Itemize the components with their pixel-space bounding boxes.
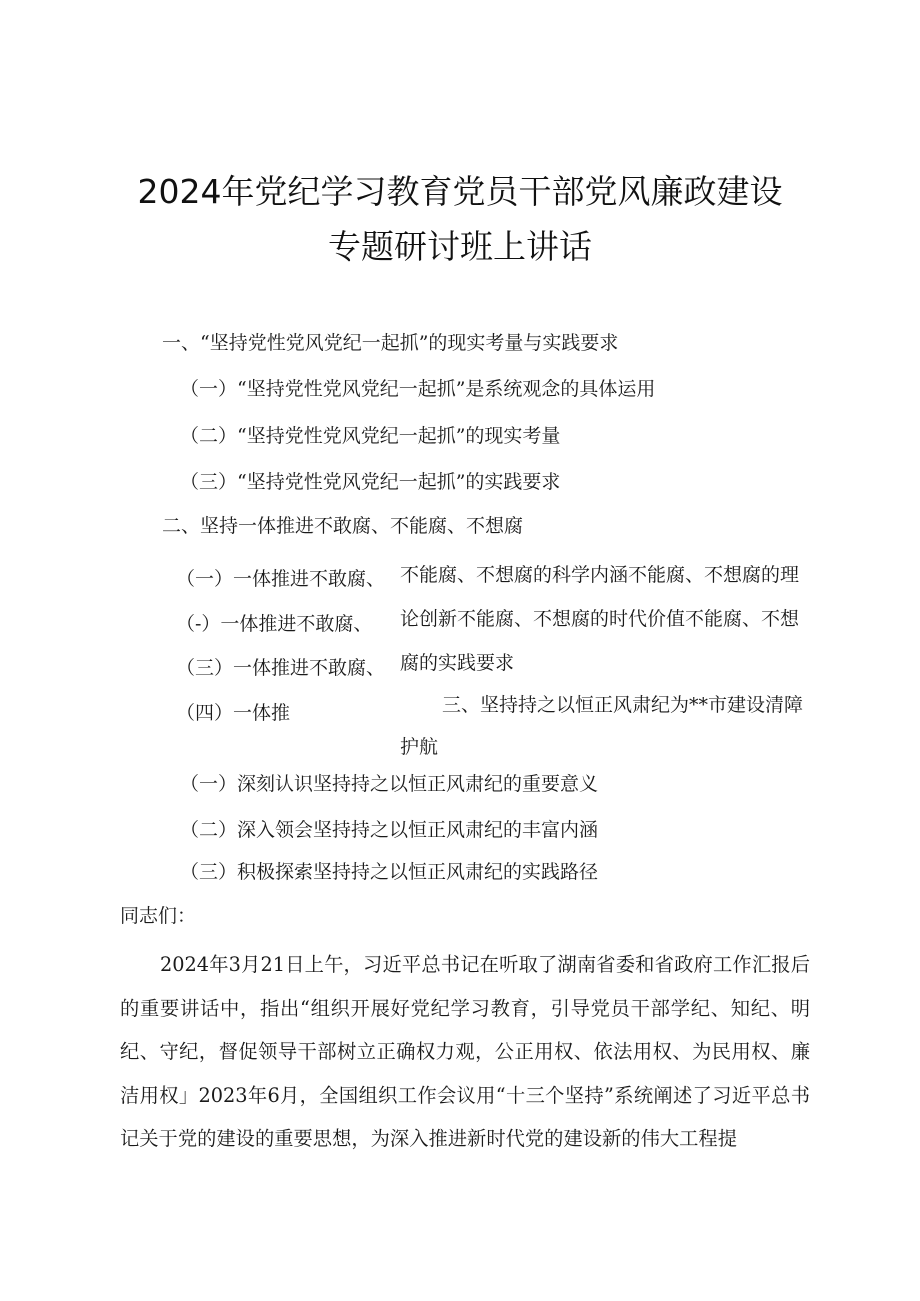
- speech-greeting: 同志们：: [120, 905, 197, 927]
- toc-section-1-heading: 一、“坚持党性党风党纪一起抓”的现实考量与实践要求: [162, 332, 619, 354]
- toc-section-1-item-2: （二）“坚持党性党风党纪一起抓”的现实考量: [180, 425, 561, 447]
- toc-section-2-left-column: （一）一体推进不敢腐、（-）一体推进不敢腐、（三）一体推进不敢腐、（四）一体推: [176, 568, 386, 724]
- speech-body-paragraph: 2024年3月21日上午，习近平总书记在听取了湖南省委和省政府工作汇报后的重要讲话中，指出“组织开展好党纪学习教育，引导党员干部学纪、知纪、明纪、守纪，督促领导干部树立正确权力观，公正用权、依法用权、为民用权、廉洁用权」2023年6月，全国组织工作会议用“十三个坚持”系统阐述了习近平总书记关于党的建设的重要思想，为深入推进新时代党的建设新的伟大工程提: [120, 953, 810, 1151]
- toc-section-3-item-2: （二）深入领会坚持持之以恒正风肃纪的丰富内涵: [180, 819, 599, 841]
- document-title-line-1: 2024年党纪学习教育党员干部党风廉政建设: [137, 172, 783, 211]
- toc-section-3-item-1: （一）深刻认识坚持持之以恒正风肃纪的重要意义: [180, 773, 599, 795]
- toc-section-2-right-column: 不能腐、不想腐的科学内涵不能腐、不想腐的理论创新不能腐、不想腐的时代价值不能腐、不想腐的实践要求: [400, 564, 800, 674]
- toc-section-3-heading: 三、坚持持之以恒正风肃纪为**市建设清障护航: [400, 694, 804, 758]
- toc-section-3-item-3: （三）积极探索坚持持之以恒正风肃纪的实践路径: [180, 861, 599, 883]
- document-title-line-2: 专题研讨班上讲话: [328, 227, 592, 266]
- toc-section-1-item-1: （一）“坚持党性党风党纪一起抓”是系统观念的具体运用: [180, 378, 656, 400]
- toc-section-1-item-3: （三）“坚持党性党风党纪一起抓”的实践要求: [180, 471, 561, 493]
- toc-section-2-heading: 二、坚持一体推进不敢腐、不能腐、不想腐: [162, 515, 524, 537]
